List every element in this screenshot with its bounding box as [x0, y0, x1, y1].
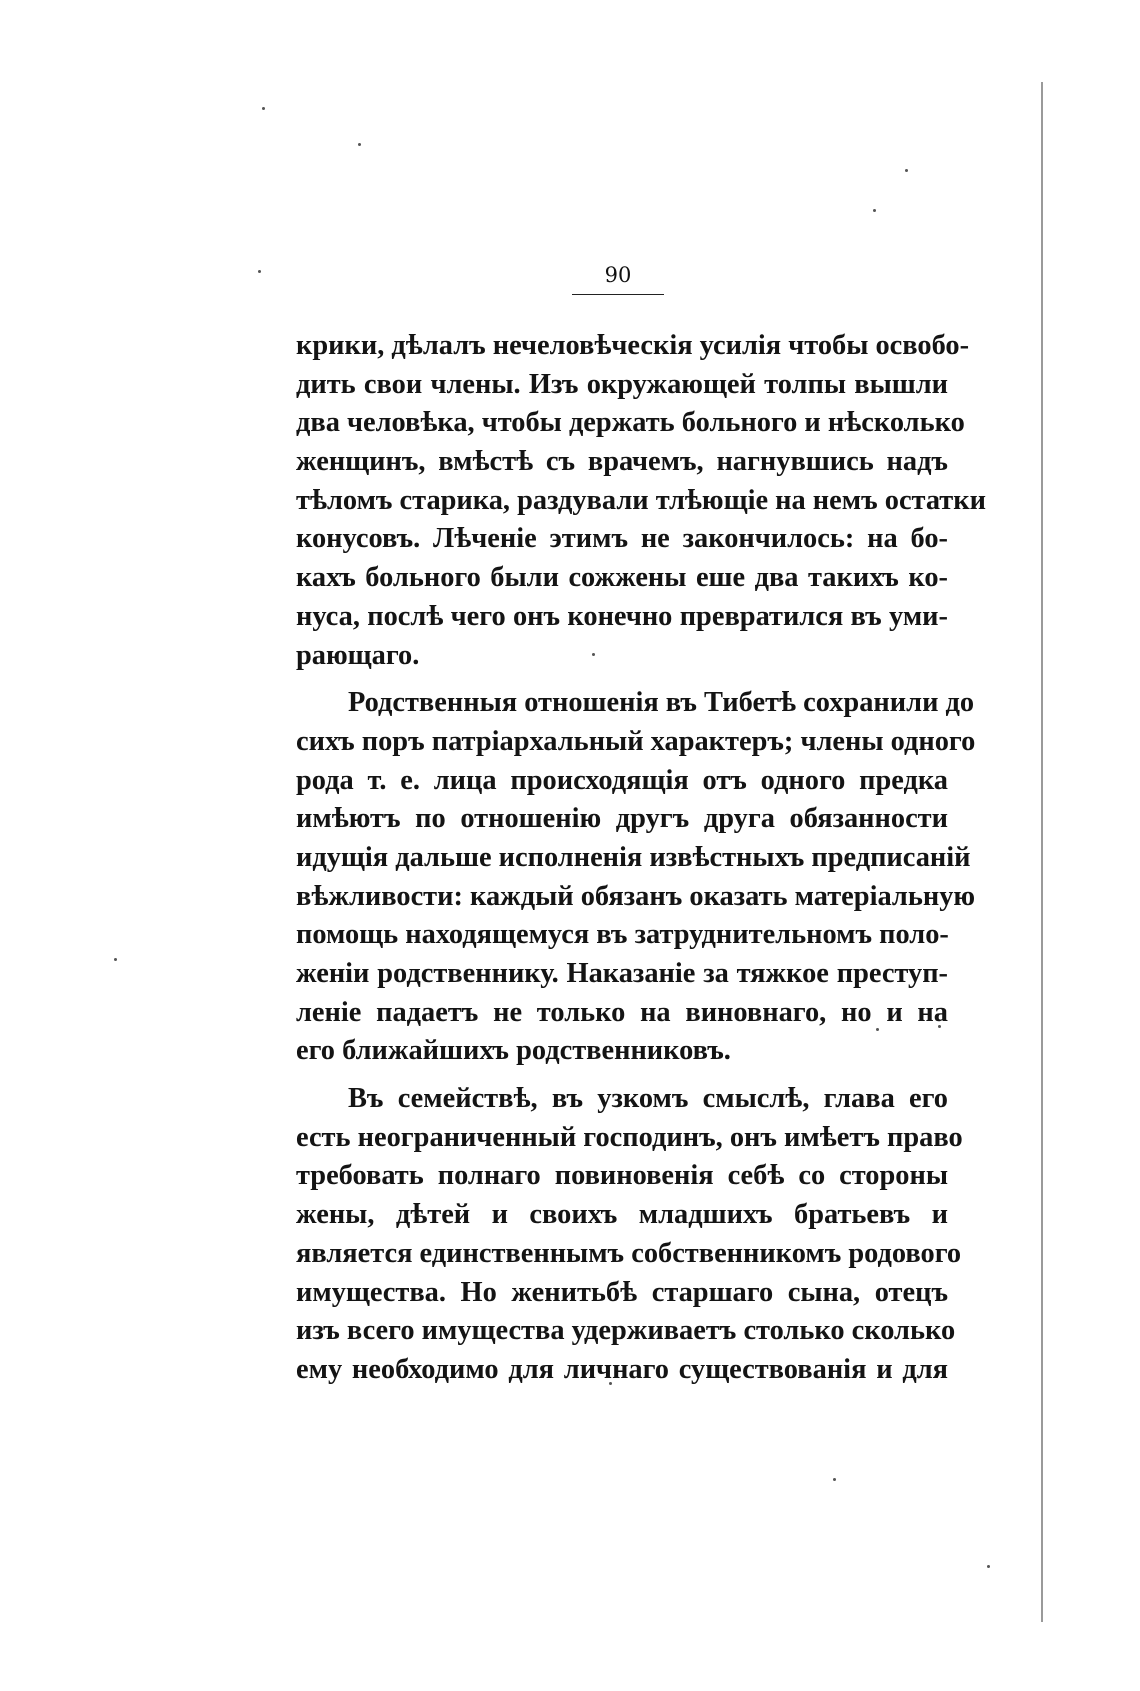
text-line: ему необходимо для личнаго существованія и для: [296, 1353, 948, 1385]
text-line: имѣютъ по отношенію другъ друга обязанности: [296, 803, 948, 835]
text-line: Въ семействѣ, въ узкомъ смыслѣ, глава его: [348, 1083, 948, 1115]
text-line: рающаго.: [296, 639, 420, 671]
scan-speck: [833, 1478, 836, 1481]
text-line: является единственнымъ собственникомъ родового: [296, 1237, 962, 1269]
scan-speck: [114, 958, 117, 961]
text-line: рода т. е. лица происходящія отъ одного предка: [296, 764, 948, 796]
text-line: кахъ больного были сожжены еше два такихъ ко-: [296, 562, 948, 594]
text-line: женщинъ, вмѣстѣ съ врачемъ, нагнувшись надъ: [296, 446, 948, 478]
text-line: помощь находящемуся въ затруднительномъ поло-: [296, 919, 949, 951]
page-edge-line: [1041, 82, 1043, 1622]
text-line: вѣжливости: каждый обязанъ оказать матеріальную: [296, 880, 976, 912]
scan-speck: [905, 169, 908, 172]
scan-speck: [987, 1565, 990, 1568]
text-line: нуса, послѣ чего онъ конечно превратился въ уми-: [296, 600, 948, 632]
scan-speck: [262, 107, 265, 110]
text-line: дить свои члены. Изъ окружающей толпы вышли: [296, 368, 948, 400]
page-number: 90: [572, 263, 664, 295]
scan-speck: [358, 143, 361, 146]
text-line: имущества. Но женитьбѣ старшаго сына, отецъ: [296, 1276, 948, 1308]
scan-speck: [873, 209, 876, 212]
text-line: конусовъ. Лѣченіе этимъ не закончилось: на бо-: [296, 523, 948, 555]
text-line: его ближайшихъ родственниковъ.: [296, 1035, 731, 1067]
text-line: леніе падаетъ не только на виновнаго, но и на: [296, 996, 948, 1028]
text-line: жены, дѣтей и своихъ младшихъ братьевъ и: [296, 1199, 948, 1231]
text-line: женіи родственнику. Наказаніе за тяжкое преступ-: [296, 958, 948, 989]
text-line: изъ всего имущества удерживаетъ столько сколько: [296, 1315, 956, 1347]
text-line: сихъ поръ патріархальный характеръ; члены одного: [296, 725, 976, 757]
text-line: есть неограниченный господинъ, онъ имѣетъ право: [296, 1121, 963, 1153]
text-line: два человѣка, чтобы держать больного и нѣсколько: [296, 407, 965, 439]
text-line: идущія дальше исполненія извѣстныхъ предписаній: [296, 841, 971, 873]
scan-speck: [258, 270, 261, 273]
text-line: тѣломъ старика, раздували тлѣющіе на немъ остатки: [296, 484, 986, 516]
text-line: Родственныя отношенія въ Тибетѣ сохранили до: [348, 687, 975, 719]
text-line: крики, дѣлалъ нечеловѣческія усилія чтобы освобо-: [296, 330, 970, 361]
body-text: [296, 327, 986, 1390]
text-line: требовать полнаго повиновенія себѣ со стороны: [296, 1160, 948, 1192]
